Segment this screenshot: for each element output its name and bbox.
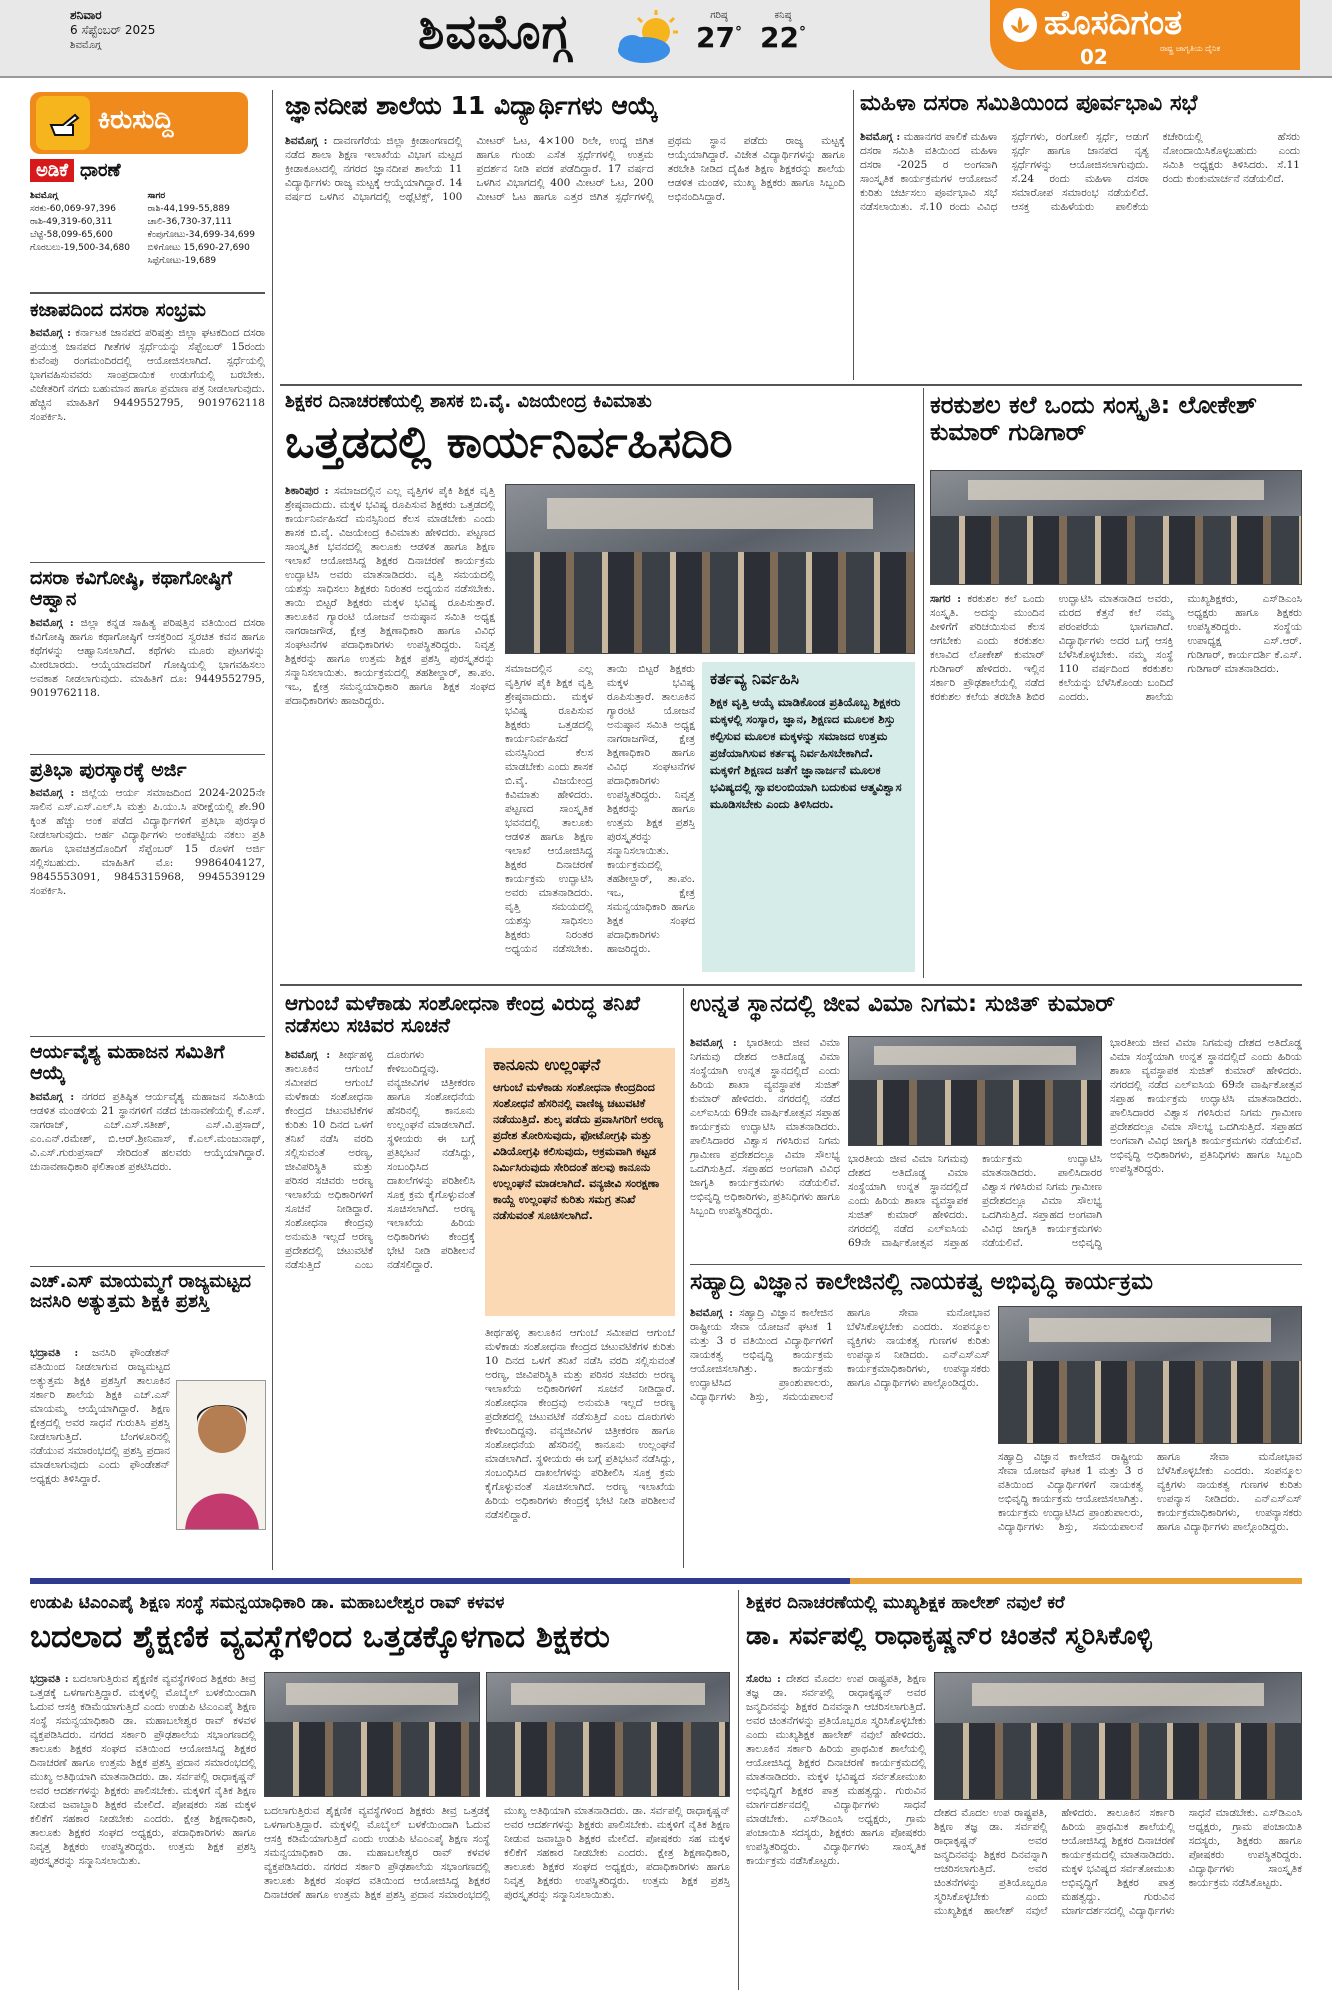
dharane-word: ಧಾರಣೆ bbox=[80, 160, 121, 181]
info-box bbox=[485, 1048, 675, 1316]
brief-text: ಜನಸಿರಿ ಫೌಂಡೇಶನ್ ವತಿಯಿಂದ ನೀಡಲಾಗುವ ರಾಜ್ಯಮಟ್ಟದ ಅತ್ಯುತ್ತಮ ಶಿಕ್ಷಕಿ ಪ್ರಶಸ್ತಿಗೆ ತಾಲೂಕಿನ ಸರ್ಕಾರಿ ಶಾಲೆಯ ಶಿಕ್ಷಕಿ ಎಚ್.ಎಸ್ ಮಾಯಮ್ಮ ಆಯ್ಕೆಯಾಗಿದ್ದಾರೆ. ಶಿಕ್ಷಣ ಕ್ಷೇತ್ರದಲ್ಲಿ ಅವರ ಸಾಧನೆ ಗುರುತಿಸಿ ಪ್ರಶಸ್ತಿ ನೀಡಲಾಗುತ್ತಿದೆ. ಬೆಂಗಳೂರಿನಲ್ಲಿ ನಡೆಯುವ ಸಮಾರಂಭದಲ್ಲಿ ಪ್ರಶಸ್ತಿ ಪ್ರದಾನ ಮಾಡಲಾಗುವುದು ಎಂದು ಫೌಂಡೇಶನ್ ಅಧ್ಯಕ್ಷರು ತಿಳಿಸಿದ್ದಾರೆ. bbox=[30, 1347, 170, 1485]
article-headline: ಒತ್ತಡದಲ್ಲಿ ಕಾರ್ಯನಿರ್ವಹಿಸದಿರಿ bbox=[285, 417, 733, 468]
article-headline: ಸಹ್ಯಾದ್ರಿ ವಿಜ್ಞಾನ ಕಾಲೇಜಿನಲ್ಲಿ ನಾಯಕತ್ವ ಅಭಿವೃದ್ಧಿ ಕಾರ್ಯಕ್ರಮ bbox=[690, 1269, 1153, 1295]
article-body-continued bbox=[848, 1152, 1102, 1258]
event-photo bbox=[930, 470, 1302, 585]
pullquote-title: ಕರ್ತವ್ಯ ನಿರ್ವಹಿಸಿ bbox=[710, 669, 799, 688]
event-photo bbox=[486, 1672, 730, 1797]
article-text: ಸಹ್ಯಾದ್ರಿ ವಿಜ್ಞಾನ ಕಾಲೇಜಿನ ರಾಷ್ಟ್ರೀಯ ಸೇವಾ ಯೋಜನೆ ಘಟಕ 1 ಮತ್ತು 3 ರ ವತಿಯಿಂದ ವಿದ್ಯಾರ್ಥಿಗಳಿಗೆ ನಾಯಕತ್ವ ಅಭಿವೃದ್ಧಿ ಕಾರ್ಯಕ್ರಮ ಆಯೋಜಿಸಲಾಗಿತ್ತು. ಕಾರ್ಯಕ್ರಮ ಉದ್ಘಾಟಿಸಿದ ಪ್ರಾಂಶುಪಾಲರು, ವಿದ್ಯಾರ್ಥಿಗಳು ಶಿಸ್ತು, ಸಮಯಪಾಲನೆ ಹಾಗೂ ಸೇವಾ ಮನೋಭಾವ ಬೆಳೆಸಿಕೊಳ್ಳಬೇಕು ಎಂದರು. ಸಂಪನ್ಮೂಲ ವ್ಯಕ್ತಿಗಳು ನಾಯಕತ್ವ ಗುಣಗಳ ಕುರಿತು ಉಪನ್ಯಾಸ ನೀಡಿದರು. ಎನ್‌ಎಸ್‌ಎಸ್ ಕಾರ್ಯಕ್ರಮಾಧಿಕಾರಿಗಳು, ಉಪನ್ಯಾಸಕರು ಹಾಗೂ ವಿದ್ಯಾರ್ಥಿಗಳು ಪಾಲ್ಗೊಂಡಿದ್ದರು. bbox=[690, 1307, 990, 1403]
article-text: ಸಮಾಜದಲ್ಲಿನ ಎಲ್ಲ ವೃತ್ತಿಗಳ ಪೈಕಿ ಶಿಕ್ಷಕ ವೃತ್ತಿ ಶ್ರೇಷ್ಠವಾದುದು. ಮಕ್ಕಳ ಭವಿಷ್ಯ ರೂಪಿಸುವ ಶಿಕ್ಷಕರು ಒತ್ತಡದಲ್ಲಿ ಕಾರ್ಯನಿರ್ವಹಿಸದೆ ಮನಸ್ಸಿನಿಂದ ಕೆಲಸ ಮಾಡಬೇಕು ಎಂದು ಶಾಸಕ ಬಿ.ವೈ. ವಿಜಯೇಂದ್ರ ಕಿವಿಮಾತು ಹೇಳಿದರು. ಪಟ್ಟಣದ ಸಾಂಸ್ಕೃತಿಕ ಭವನದಲ್ಲಿ ತಾಲೂಕು ಆಡಳಿತ ಹಾಗೂ ಶಿಕ್ಷಣ ಇಲಾಖೆ ಆಯೋಜಿಸಿದ್ದ ಶಿಕ್ಷಕರ ದಿನಾಚರಣೆ ಕಾರ್ಯಕ್ರಮ ಉದ್ಘಾಟಿಸಿ ಅವರು ಮಾತನಾಡಿದರು. ವೃತ್ತಿ ಸಮಯದಲ್ಲಿ ಯಶಸ್ಸು ಸಾಧಿಸಲು ಶಿಕ್ಷಕರು ನಿರಂತರ ಅಧ್ಯಯನ ನಡೆಸಬೇಕು. ತಾಯಿ ಬಿಟ್ಟರೆ ಶಿಕ್ಷಕರು ಮಕ್ಕಳ ಭವಿಷ್ಯ ರೂಪಿಸುತ್ತಾರೆ. ತಾಲೂಕಿನ ಗ್ಯಾರಂಟಿ ಯೋಜನೆ ಅನುಷ್ಠಾನ ಸಮಿತಿ ಅಧ್ಯಕ್ಷ ನಾಗರಾಜಗೌಡ, ಕ್ಷೇತ್ರ ಶಿಕ್ಷಣಾಧಿಕಾರಿ ಹಾಗೂ ವಿವಿಧ ಸಂಘಟನೆಗಳ ಪದಾಧಿಕಾರಿಗಳು ಉಪಸ್ಥಿತರಿದ್ದರು. ನಿವೃತ್ತ ಶಿಕ್ಷಕರನ್ನು ಹಾಗೂ ಉತ್ತಮ ಶಿಕ್ಷಕ ಪ್ರಶಸ್ತಿ ಪುರಸ್ಕೃತರನ್ನು ಸನ್ಮಾನಿಸಲಾಯಿತು. ಕಾರ್ಯಕ್ರಮದಲ್ಲಿ ತಹಶೀಲ್ದಾರ್, ತಾ.ಪಂ. ಇಒ, ಕ್ಷೇತ್ರ ಸಮನ್ವಯಾಧಿಕಾರಿ ಹಾಗೂ ಶಿಕ್ಷಕ ಸಂಘದ ಪದಾಧಿಕಾರಿಗಳು ಹಾಜರಿದ್ದರು. bbox=[505, 663, 695, 955]
article-body bbox=[860, 130, 1300, 374]
divider bbox=[280, 984, 1302, 986]
article-text: ತೀರ್ಥಹಳ್ಳಿ ತಾಲೂಕಿನ ಆಗುಂಬೆ ಸಮೀಪದ ಆಗುಂಬೆ ಮಳೆಕಾಡು ಸಂಶೋಧನಾ ಕೇಂದ್ರದ ಚಟುವಟಿಕೆಗಳ ಕುರಿತು 10 ದಿನದ ಒಳಗೆ ತನಿಖೆ ನಡೆಸಿ ವರದಿ ಸಲ್ಲಿಸುವಂತೆ ಅರಣ್ಯ, ಜೀವಿಪರಿಸ್ಥಿತಿ ಮತ್ತು ಪರಿಸರ ಸಚಿವರು ಅರಣ್ಯ ಇಲಾಖೆಯ ಅಧಿಕಾರಿಗಳಿಗೆ ಸೂಚನೆ ನೀಡಿದ್ದಾರೆ. ಸಂಶೋಧನಾ ಕೇಂದ್ರವು ಅನುಮತಿ ಇಲ್ಲದೆ ಅರಣ್ಯ ಪ್ರದೇಶದಲ್ಲಿ ಚಟುವಟಿಕೆ ನಡೆಸುತ್ತಿದೆ ಎಂಬ ದೂರುಗಳು ಕೇಳಿಬಂದಿದ್ದವು. ವನ್ಯಜೀವಿಗಳ ಚಿತ್ರೀಕರಣ ಹಾಗೂ ಸಂಶೋಧನೆಯ ಹೆಸರಿನಲ್ಲಿ ಕಾನೂನು ಉಲ್ಲಂಘನೆ ಮಾಡಲಾಗಿದೆ. ಸ್ಥಳೀಯರು ಈ ಬಗ್ಗೆ ಪ್ರತಿಭಟನೆ ನಡೆಸಿದ್ದು, ಸಂಬಂಧಿಸಿದ ದಾಖಲೆಗಳನ್ನು ಪರಿಶೀಲಿಸಿ ಸೂಕ್ತ ಕ್ರಮ ಕೈಗೊಳ್ಳುವಂತೆ ಸೂಚಿಸಲಾಗಿದೆ. ಅರಣ್ಯ ಇಲಾಖೆಯ ಹಿರಿಯ ಅಧಿಕಾರಿಗಳು ಕೇಂದ್ರಕ್ಕೆ ಭೇಟಿ ನೀಡಿ ಪರಿಶೀಲನೆ ನಡೆಸಲಿದ್ದಾರೆ. bbox=[485, 1327, 675, 1521]
article-text: ದಾವಣಗೆರೆಯ ಜಿಲ್ಲಾ ಕ್ರೀಡಾಂಗಣದಲ್ಲಿ ನಡೆದ ಶಾಲಾ ಶಿಕ್ಷಣ ಇಲಾಖೆಯ ವಿಭಾಗ ಮಟ್ಟದ ಕ್ರೀಡಾಕೂಟದಲ್ಲಿ ನಗರದ ಜ್ಞಾನದೀಪ ಶಾಲೆಯ 11 ವಿದ್ಯಾರ್ಥಿಗಳು ರಾಜ್ಯ ಮಟ್ಟಕ್ಕೆ ಆಯ್ಕೆಯಾಗಿದ್ದಾರೆ. 14 ವರ್ಷದ ಒಳಗಿನ ವಿಭಾಗದಲ್ಲಿ ಅಥ್ಲೆಟಿಕ್ಸ್, 100 ಮೀಟರ್ ಓಟ, 4×100 ರಿಲೇ, ಉದ್ದ ಜಿಗಿತ ಹಾಗೂ ಗುಂಡು ಎಸೆತ ಸ್ಪರ್ಧೆಗಳಲ್ಲಿ ಉತ್ತಮ ಪ್ರದರ್ಶನ ನೀಡಿ ಪದಕ ಪಡೆದಿದ್ದಾರೆ. 17 ವರ್ಷದ ಒಳಗಿನ ವಿಭಾಗದಲ್ಲಿ 400 ಮೀಟರ್ ಓಟ, 200 ಮೀಟರ್ ಓಟ ಹಾಗೂ ಎತ್ತರ ಜಿಗಿತ ಸ್ಪರ್ಧೆಗಳಲ್ಲಿ ಪ್ರಥಮ ಸ್ಥಾನ ಪಡೆದು ರಾಜ್ಯ ಮಟ್ಟಕ್ಕೆ ಆಯ್ಕೆಯಾಗಿದ್ದಾರೆ. ವಿಜೇತ ವಿದ್ಯಾರ್ಥಿಗಳನ್ನು ಹಾಗೂ ತರಬೇತಿ ನೀಡಿದ ದೈಹಿಕ ಶಿಕ್ಷಣ ಶಿಕ್ಷಕರನ್ನು ಶಾಲೆಯ ಆಡಳಿತ ಮಂಡಳಿ, ಮುಖ್ಯ ಶಿಕ್ಷಕರು ಹಾಗೂ ಸಿಬ್ಬಂದಿ ಅಭಿನಂದಿಸಿದ್ದಾರೆ. bbox=[285, 135, 845, 203]
adike-label bbox=[30, 160, 127, 181]
column-divider bbox=[923, 388, 924, 978]
dateline: ಶಿವಮೊಗ್ಗ : bbox=[285, 1049, 331, 1061]
article-body bbox=[930, 592, 1302, 972]
article-body bbox=[690, 1036, 840, 1258]
article-text: ದೇಶದ ಮೊದಲ ಉಪ ರಾಷ್ಟ್ರಪತಿ, ಶಿಕ್ಷಣ ತಜ್ಞ ಡಾ. ಸರ್ವಪಲ್ಲಿ ರಾಧಾಕೃಷ್ಣನ್ ಅವರ ಜನ್ಮದಿನವನ್ನು ಶಿಕ್ಷಕರ ದಿನವನ್ನಾಗಿ ಆಚರಿಸಲಾಗುತ್ತಿದೆ. ಅವರ ಚಿಂತನೆಗಳನ್ನು ಪ್ರತಿಯೊಬ್ಬರೂ ಸ್ಮರಿಸಿಕೊಳ್ಳಬೇಕು ಎಂದು ಮುಖ್ಯಶಿಕ್ಷಕ ಹಾಲೇಶ್ ನವುಲೆ ಹೇಳಿದರು. ತಾಲೂಕಿನ ಸರ್ಕಾರಿ ಹಿರಿಯ ಪ್ರಾಥಮಿಕ ಶಾಲೆಯಲ್ಲಿ ಆಯೋಜಿಸಿದ್ದ ಶಿಕ್ಷಕರ ದಿನಾಚರಣೆ ಕಾರ್ಯಕ್ರಮದಲ್ಲಿ ಮಾತನಾಡಿದರು. ಮಕ್ಕಳ ಭವಿಷ್ಯದ ಸರ್ವತೋಮುಖ ಅಭಿವೃದ್ಧಿಗೆ ಶಿಕ್ಷಕರ ಪಾತ್ರ ಮಹತ್ವದ್ದು. ಗುರುವಿನ ಮಾರ್ಗದರ್ಶನದಲ್ಲಿ ವಿದ್ಯಾರ್ಥಿಗಳು ಸಾಧನೆ ಮಾಡಬೇಕು. ಎಸ್‌ಡಿಎಂಸಿ ಅಧ್ಯಕ್ಷರು, ಗ್ರಾಮ ಪಂಚಾಯಿತಿ ಸದಸ್ಯರು, ಶಿಕ್ಷಕರು ಹಾಗೂ ಪೋಷಕರು ಉಪಸ್ಥಿತರಿದ್ದರು. ವಿದ್ಯಾರ್ಥಿಗಳು ಸಾಂಸ್ಕೃತಿಕ ಕಾರ್ಯಕ್ರಮ ನಡೆಸಿಕೊಟ್ಟರು. bbox=[934, 1807, 1302, 1917]
place-sagara: ಸಾಗರ bbox=[147, 191, 166, 201]
article-headline: ಕರಕುಶಲ ಕಲೆ ಒಂದು ಸಂಸ್ಕೃತಿ: ಲೋಕೇಶ್ ಕುಮಾರ್ ಗುಡಿಗಾರ್ bbox=[930, 391, 1257, 446]
brief-text: ಜಿಲ್ಲೆಯ ಆರ್ಯ ಸಮಾಜದಿಂದ 2024-2025ನೇ ಸಾಲಿನ ಎಸ್.ಎಸ್.ಎಲ್.ಸಿ ಮತ್ತು ಪಿ.ಯು.ಸಿ ಪರೀಕ್ಷೆಯಲ್ಲಿ ಶೇ.90 ಕ್ಕಿಂತ ಹೆಚ್ಚು ಅಂಕ ಪಡೆದ ವಿದ್ಯಾರ್ಥಿಗಳಿಗೆ ಪ್ರತಿಭಾ ಪುರಸ್ಕಾರ ನೀಡಲಾಗುವುದು. ಅರ್ಹ ವಿದ್ಯಾರ್ಥಿಗಳು ಅಂಕಪಟ್ಟಿಯ ನಕಲು ಪ್ರತಿ ಹಾಗೂ ಭಾವಚಿತ್ರದೊಂದಿಗೆ ಸೆಪ್ಟೆಂಬರ್ 15 ರೊಳಗೆ ಅರ್ಜಿ ಸಲ್ಲಿಸಬಹುದು. ಮಾಹಿತಿಗೆ ಮೊ: 9986404127, 9845553091, 9845315968, 9945539129 ಸಂಪರ್ಕಿಸಿ. bbox=[30, 787, 265, 897]
article-headline: ಡಾ. ಸರ್ವಪಲ್ಲಿ ರಾಧಾಕೃಷ್ಣನ್‌ರ ಚಿಂತನೆ ಸ್ಮರಿಸಿಕೊಳ್ಳಿ bbox=[746, 1621, 1152, 1650]
rate-row: ಬೆಟ್ಟೆ-58,099-65,600 bbox=[30, 230, 113, 240]
divider bbox=[30, 754, 265, 755]
edition-city: ಶಿವಮೊಗ್ಗ bbox=[70, 40, 102, 51]
article-text: ದೇಶದ ಮೊದಲ ಉಪ ರಾಷ್ಟ್ರಪತಿ, ಶಿಕ್ಷಣ ತಜ್ಞ ಡಾ. ಸರ್ವಪಲ್ಲಿ ರಾಧಾಕೃಷ್ಣನ್ ಅವರ ಜನ್ಮದಿನವನ್ನು ಶಿಕ್ಷಕರ ದಿನವನ್ನಾಗಿ ಆಚರಿಸಲಾಗುತ್ತಿದೆ. ಅವರ ಚಿಂತನೆಗಳನ್ನು ಪ್ರತಿಯೊಬ್ಬರೂ ಸ್ಮರಿಸಿಕೊಳ್ಳಬೇಕು ಎಂದು ಮುಖ್ಯಶಿಕ್ಷಕ ಹಾಲೇಶ್ ನವುಲೆ ಹೇಳಿದರು. ತಾಲೂಕಿನ ಸರ್ಕಾರಿ ಹಿರಿಯ ಪ್ರಾಥಮಿಕ ಶಾಲೆಯಲ್ಲಿ ಆಯೋಜಿಸಿದ್ದ ಶಿಕ್ಷಕರ ದಿನಾಚರಣೆ ಕಾರ್ಯಕ್ರಮದಲ್ಲಿ ಮಾತನಾಡಿದರು. ಮಕ್ಕಳ ಭವಿಷ್ಯದ ಸರ್ವತೋಮುಖ ಅಭಿವೃದ್ಧಿಗೆ ಶಿಕ್ಷಕರ ಪಾತ್ರ ಮಹತ್ವದ್ದು. ಗುರುವಿನ ಮಾರ್ಗದರ್ಶನದಲ್ಲಿ ವಿದ್ಯಾರ್ಥಿಗಳು ಸಾಧನೆ ಮಾಡಬೇಕು. ಎಸ್‌ಡಿಎಂಸಿ ಅಧ್ಯಕ್ಷರು, ಗ್ರಾಮ ಪಂಚಾಯಿತಿ ಸದಸ್ಯರು, ಶಿಕ್ಷಕರು ಹಾಗೂ ಪೋಷಕರು ಉಪಸ್ಥಿತರಿದ್ದರು. ವಿದ್ಯಾರ್ಥಿಗಳು ಸಾಂಸ್ಕೃತಿಕ ಕಾರ್ಯಕ್ರಮ ನಡೆಸಿಕೊಟ್ಟರು. bbox=[746, 1673, 926, 1867]
rate-row: ಸರಕು-60,069-97,396 bbox=[30, 204, 116, 214]
dateline: ಶಿವಮೊಗ್ಗ : bbox=[690, 1307, 733, 1319]
article-headline: ಬದಲಾದ ಶೈಕ್ಷಣಿಕ ವ್ಯವಸ್ಥೆಗಳಿಂದ ಒತ್ತಡಕ್ಕೊಳಗಾದ ಶಿಕ್ಷಕರು bbox=[30, 1619, 610, 1655]
masthead-title: ಶಿವಮೊಗ್ಗ bbox=[418, 4, 572, 60]
brief-headline: ಎಚ್.ಎಸ್ ಮಾಯಮ್ಮಗೆ ರಾಜ್ಯಮಟ್ಟದ ಜನಸಿರಿ ಅತ್ಯುತ್ತಮ ಶಿಕ್ಷಕಿ ಪ್ರಶಸ್ತಿ bbox=[30, 1271, 252, 1313]
article-body bbox=[285, 134, 845, 374]
max-temp: 27 bbox=[696, 21, 735, 54]
brief-body bbox=[30, 1090, 265, 1262]
divider bbox=[30, 1266, 265, 1267]
dateline: ಸೊರಬ : bbox=[746, 1673, 781, 1685]
brand-name: ಹೊಸದಿಗಂತ bbox=[1044, 3, 1183, 43]
min-temp: 22 bbox=[760, 21, 799, 54]
event-photo bbox=[934, 1672, 1302, 1800]
article-text: ಭಾರತೀಯ ಜೀವ ವಿಮಾ ನಿಗಮವು ದೇಶದ ಅತಿದೊಡ್ಡ ವಿಮಾ ಸಂಸ್ಥೆಯಾಗಿ ಉನ್ನತ ಸ್ಥಾನದಲ್ಲಿದೆ ಎಂದು ಹಿರಿಯ ಶಾಖಾ ವ್ಯವಸ್ಥಾಪಕ ಸುಜಿತ್ ಕುಮಾರ್ ಹೇಳಿದರು. ನಗರದಲ್ಲಿ ನಡೆದ ಎಲ್‌ಐಸಿಯ 69ನೇ ವಾರ್ಷಿಕೋತ್ಸವ ಸಪ್ತಾಹ ಕಾರ್ಯಕ್ರಮ ಉದ್ಘಾಟಿಸಿ ಮಾತನಾಡಿದರು. ಪಾಲಿಸಿದಾರರ ವಿಶ್ವಾಸ ಗಳಿಸಿರುವ ನಿಗಮ ಗ್ರಾಮೀಣ ಪ್ರದೇಶದಲ್ಲೂ ವಿಮಾ ಸೌಲಭ್ಯ ಒದಗಿಸುತ್ತಿದೆ. ಸಪ್ತಾಹದ ಅಂಗವಾಗಿ ವಿವಿಧ ಜಾಗೃತಿ ಕಾರ್ಯಕ್ರಮಗಳು ನಡೆಯಲಿವೆ. ಅಭಿವೃದ್ಧಿ bbox=[848, 1153, 1102, 1249]
hand-pointing-icon bbox=[36, 96, 90, 150]
article-text: ಸಮಾಜದಲ್ಲಿನ ಎಲ್ಲ ವೃತ್ತಿಗಳ ಪೈಕಿ ಶಿಕ್ಷಕ ವೃತ್ತಿ ಶ್ರೇಷ್ಠವಾದುದು. ಮಕ್ಕಳ ಭವಿಷ್ಯ ರೂಪಿಸುವ ಶಿಕ್ಷಕರು ಒತ್ತಡದಲ್ಲಿ ಕಾರ್ಯನಿರ್ವಹಿಸದೆ ಮನಸ್ಸಿನಿಂದ ಕೆಲಸ ಮಾಡಬೇಕು ಎಂದು ಶಾಸಕ ಬಿ.ವೈ. ವಿಜಯೇಂದ್ರ ಕಿವಿಮಾತು ಹೇಳಿದರು. ಪಟ್ಟಣದ ಸಾಂಸ್ಕೃತಿಕ ಭವನದಲ್ಲಿ ತಾಲೂಕು ಆಡಳಿತ ಹಾಗೂ ಶಿಕ್ಷಣ ಇಲಾಖೆ ಆಯೋಜಿಸಿದ್ದ ಶಿಕ್ಷಕರ ದಿನಾಚರಣೆ ಕಾರ್ಯಕ್ರಮ ಉದ್ಘಾಟಿಸಿ ಅವರು ಮಾತನಾಡಿದರು. ವೃತ್ತಿ ಸಮಯದಲ್ಲಿ ಯಶಸ್ಸು ಸಾಧಿಸಲು ಶಿಕ್ಷಕರು ನಿರಂತರ ಅಧ್ಯಯನ ನಡೆಸಬೇಕು. ತಾಯಿ ಬಿಟ್ಟರೆ ಶಿಕ್ಷಕರು ಮಕ್ಕಳ ಭವಿಷ್ಯ ರೂಪಿಸುತ್ತಾರೆ. ತಾಲೂಕಿನ ಗ್ಯಾರಂಟಿ ಯೋಜನೆ ಅನುಷ್ಠಾನ ಸಮಿತಿ ಅಧ್ಯಕ್ಷ ನಾಗರಾಜಗೌಡ, ಕ್ಷೇತ್ರ ಶಿಕ್ಷಣಾಧಿಕಾರಿ ಹಾಗೂ ವಿವಿಧ ಸಂಘಟನೆಗಳ ಪದಾಧಿಕಾರಿಗಳು ಉಪಸ್ಥಿತರಿದ್ದರು. ನಿವೃತ್ತ ಶಿಕ್ಷಕರನ್ನು ಹಾಗೂ ಉತ್ತಮ ಶಿಕ್ಷಕ ಪ್ರಶಸ್ತಿ ಪುರಸ್ಕೃತರನ್ನು ಸನ್ಮಾನಿಸಲಾಯಿತು. ಕಾರ್ಯಕ್ರಮದಲ್ಲಿ ತಹಶೀಲ್ದಾರ್, ತಾ.ಪಂ. ಇಒ, ಕ್ಷೇತ್ರ ಸಮನ್ವಯಾಧಿಕಾರಿ ಹಾಗೂ ಶಿಕ್ಷಕ ಸಂಘದ ಪದಾಧಿಕಾರಿಗಳು ಹಾಜರಿದ್ದರು. bbox=[285, 485, 495, 707]
rate-row: ರಾಶಿ-49,319-60,311 bbox=[30, 217, 113, 227]
dateline: ಶಿವಮೊಗ್ಗ : bbox=[285, 135, 328, 147]
day: ಶನಿವಾರ bbox=[70, 8, 102, 22]
article-body-continued bbox=[1110, 1036, 1302, 1258]
article-body-continued bbox=[485, 1326, 675, 1560]
max-label: ಗರಿಷ್ಠ bbox=[710, 10, 728, 21]
article-kicker: ಶಿಕ್ಷಕರ ದಿನಾಚರಣೆಯಲ್ಲಿ ಮುಖ್ಯಶಿಕ್ಷಕ ಹಾಲೇಶ್ ನವುಲೆ ಕರೆ bbox=[746, 1593, 1065, 1613]
article-body-continued bbox=[264, 1804, 730, 1986]
min-label: ಕನಿಷ್ಠ bbox=[774, 10, 792, 21]
article-body-continued bbox=[998, 1450, 1302, 1560]
article-text: ಸಹ್ಯಾದ್ರಿ ವಿಜ್ಞಾನ ಕಾಲೇಜಿನ ರಾಷ್ಟ್ರೀಯ ಸೇವಾ ಯೋಜನೆ ಘಟಕ 1 ಮತ್ತು 3 ರ ವತಿಯಿಂದ ವಿದ್ಯಾರ್ಥಿಗಳಿಗೆ ನಾಯಕತ್ವ ಅಭಿವೃದ್ಧಿ ಕಾರ್ಯಕ್ರಮ ಆಯೋಜಿಸಲಾಗಿತ್ತು. ಕಾರ್ಯಕ್ರಮ ಉದ್ಘಾಟಿಸಿದ ಪ್ರಾಂಶುಪಾಲರು, ವಿದ್ಯಾರ್ಥಿಗಳು ಶಿಸ್ತು, ಸಮಯಪಾಲನೆ ಹಾಗೂ ಸೇವಾ ಮನೋಭಾವ ಬೆಳೆಸಿಕೊಳ್ಳಬೇಕು ಎಂದರು. ಸಂಪನ್ಮೂಲ ವ್ಯಕ್ತಿಗಳು ನಾಯಕತ್ವ ಗುಣಗಳ ಕುರಿತು ಉಪನ್ಯಾಸ ನೀಡಿದರು. ಎನ್‌ಎಸ್‌ಎಸ್ ಕಾರ್ಯಕ್ರಮಾಧಿಕಾರಿಗಳು, ಉಪನ್ಯಾಸಕರು ಹಾಗೂ ವಿದ್ಯಾರ್ಥಿಗಳು ಪಾಲ್ಗೊಂಡಿದ್ದರು. bbox=[998, 1451, 1302, 1533]
dateline: ಶಿವಮೊಗ್ಗ : bbox=[30, 327, 72, 339]
article-headline: ಜ್ಞಾನದೀಪ ಶಾಲೆಯ 11 ವಿದ್ಯಾರ್ಥಿಗಳು ಆಯ್ಕೆ bbox=[285, 91, 659, 120]
sun-cloud-icon bbox=[610, 8, 690, 68]
info-box-text: ಆಗುಂಬೆ ಮಳೆಕಾಡು ಸಂಶೋಧನಾ ಕೇಂದ್ರದಿಂದ ಸಂಶೋಧನೆ ಹೆಸರಿನಲ್ಲಿ ವಾಣಿಜ್ಯ ಚಟುವಟಿಕೆ ನಡೆಯುತ್ತಿದೆ. ಶುಲ್ಕ ಪಡೆದು ಪ್ರವಾಸಿಗರಿಗೆ ಅರಣ್ಯ ಪ್ರದೇಶ ತೋರಿಸುವುದು, ಫೋಟೋಗ್ರಫಿ ಮತ್ತು ವಿಡಿಯೋಗ್ರಫಿ ಕಲಿಸುವುದು, ಅಕ್ರಮವಾಗಿ ಕಟ್ಟಡ ನಿರ್ಮಿಸಿರುವುದು ಸೇರಿದಂತೆ ಹಲವು ಕಾನೂನು ಉಲ್ಲಂಘನೆ ಮಾಡಲಾಗಿದೆ. ವನ್ಯಜೀವಿ ಸಂರಕ್ಷಣಾ ಕಾಯ್ದೆ ಉಲ್ಲಂಘನೆ ಕುರಿತು ಸಮಗ್ರ ತನಿಖೆ ನಡೆಸುವಂತೆ ಸೂಚಿಸಲಾಗಿದೆ. bbox=[493, 1080, 663, 1222]
column-divider bbox=[738, 1590, 739, 1990]
pullquote-box bbox=[702, 662, 915, 972]
rate-row: ಕೆಂಪುಗೋಟು-34,699-34,699 bbox=[147, 230, 256, 240]
dateline: ಭದ್ರಾವತಿ : bbox=[30, 1673, 69, 1685]
event-photo bbox=[505, 484, 915, 654]
divider bbox=[280, 384, 1302, 386]
brief-body bbox=[30, 616, 265, 750]
brief-text: ಕರ್ನಾಟಕ ಜಾನಪದ ಪರಿಷತ್ತು ಜಿಲ್ಲಾ ಘಟಕದಿಂದ ದಸರಾ ಪ್ರಯುಕ್ತ ಜಾನಪದ ಗೀತೆಗಳ ಸ್ಪರ್ಧೆಯನ್ನು ಸೆಪ್ಟೆಂಬರ್ 15ರಂದು ಕುವೆಂಪು ರಂಗಮಂದಿರದಲ್ಲಿ ಆಯೋಜಿಸಲಾಗಿದೆ. ಸ್ಪರ್ಧೆಯಲ್ಲಿ ಭಾಗವಹಿಸುವವರು ಸಾಂಪ್ರದಾಯಿಕ ಉಡುಗೆಯಲ್ಲಿ ಬರಬೇಕು. ವಿಜೇತರಿಗೆ ನಗದು ಬಹುಮಾನ ಹಾಗೂ ಪ್ರಮಾಣ ಪತ್ರ ನೀಡಲಾಗುವುದು. ಹೆಚ್ಚಿನ ಮಾಹಿತಿಗೆ 9449552795, 9019762118 ಸಂಪರ್ಕಿಸಿ. bbox=[30, 327, 265, 423]
section-band-navy bbox=[30, 1578, 850, 1584]
dateline: ಸಾಗರ : bbox=[930, 593, 962, 605]
brief-body bbox=[30, 1346, 170, 1556]
rates-table bbox=[30, 190, 265, 268]
article-body-continued bbox=[934, 1806, 1302, 1986]
rate-row: ಸಿಪ್ಪೆಗೋಟು-19,689 bbox=[147, 256, 217, 266]
page-number: 02 bbox=[1080, 45, 1108, 69]
article-text: ಬದಲಾಗುತ್ತಿರುವ ಶೈಕ್ಷಣಿಕ ವ್ಯವಸ್ಥೆಗಳಿಂದ ಶಿಕ್ಷಕರು ತೀವ್ರ ಒತ್ತಡಕ್ಕೆ ಒಳಗಾಗುತ್ತಿದ್ದಾರೆ. ಮಕ್ಕಳಲ್ಲಿ ಮೊಬೈಲ್ ಬಳಕೆಯಿಂದಾಗಿ ಓದುವ ಆಸಕ್ತಿ ಕಡಿಮೆಯಾಗುತ್ತಿದೆ ಎಂದು ಉಡುಪಿ ಟಿಎಂಎಪೈ ಶಿಕ್ಷಣ ಸಂಸ್ಥೆ ಸಮನ್ವಯಾಧಿಕಾರಿ ಡಾ. ಮಹಾಬಲೇಶ್ವರ ರಾವ್ ಕಳವಳ ವ್ಯಕ್ತಪಡಿಸಿದರು. ನಗರದ ಸರ್ಕಾರಿ ಪ್ರೌಢಶಾಲೆಯ ಸಭಾಂಗಣದಲ್ಲಿ ತಾಲೂಕು ಶಿಕ್ಷಕರ ಸಂಘದ ವತಿಯಿಂದ ಆಯೋಜಿಸಿದ್ದ ಶಿಕ್ಷಕರ ದಿನಾಚರಣೆ ಹಾಗೂ ಉತ್ತಮ ಶಿಕ್ಷಕ ಪ್ರಶಸ್ತಿ ಪ್ರದಾನ ಸಮಾರಂಭದಲ್ಲಿ ಮುಖ್ಯ ಅತಿಥಿಯಾಗಿ ಮಾತನಾಡಿದರು. ಡಾ. ಸರ್ವಪಲ್ಲಿ ರಾಧಾಕೃಷ್ಣನ್ ಅವರ ಆದರ್ಶಗಳನ್ನು ಶಿಕ್ಷಕರು ಪಾಲಿಸಬೇಕು. ಮಕ್ಕಳಿಗೆ ನೈತಿಕ ಶಿಕ್ಷಣ ನೀಡುವ ಜವಾಬ್ದಾರಿ ಶಿಕ್ಷಕರ ಮೇಲಿದೆ. ಪೋಷಕರು ಸಹ ಮಕ್ಕಳ ಕಲಿಕೆಗೆ ಸಹಕಾರ ನೀಡಬೇಕು ಎಂದರು. ಕ್ಷೇತ್ರ ಶಿಕ್ಷಣಾಧಿಕಾರಿ, ತಾಲೂಕು ಶಿಕ್ಷಕರ ಸಂಘದ ಅಧ್ಯಕ್ಷರು, ಪದಾಧಿಕಾರಿಗಳು ಹಾಗೂ ನಿವೃತ್ತ ಶಿಕ್ಷಕರು ಉಪಸ್ಥಿತರಿದ್ದರು. ಉತ್ತಮ ಶಿಕ್ಷಕ ಪ್ರಶಸ್ತಿ ಪುರಸ್ಕೃತರನ್ನು ಸನ್ಮಾನಿಸಲಾಯಿತು. bbox=[30, 1673, 256, 1867]
article-headline: ಮಹಿಳಾ ದಸರಾ ಸಮಿತಿಯಿಂದ ಪೂರ್ವಭಾವಿ ಸಭೆ bbox=[860, 91, 1198, 116]
adike-word: ಅಡಿಕೆ bbox=[30, 159, 74, 182]
temp-max bbox=[696, 10, 742, 54]
place-shivamogga: ಶಿವಮೊಗ್ಗ bbox=[30, 191, 58, 201]
brief-text: ನಗರದ ಪ್ರತಿಷ್ಠಿತ ಆರ್ಯವೈಶ್ಯ ಮಹಾಜನ ಸಮಿತಿಯ ಆಡಳಿತ ಮಂಡಳಿಯ 21 ಸ್ಥಾನಗಳಿಗೆ ನಡೆದ ಚುನಾವಣೆಯಲ್ಲಿ ಕೆ.ಎಸ್. ನಾಗರಾಜ್, ಎಚ್.ಎಸ್.ಸತೀಶ್, ಎಸ್.ವಿ.ಪ್ರಸಾದ್, ಎಂ.ಎನ್.ರಮೇಶ್, ಬಿ.ಆರ್.ಶ್ರೀನಿವಾಸ್, ಕೆ.ಎಲ್.ಮಂಜುನಾಥ್, ವಿ.ಎಸ್.ಗುರುಪ್ರಸಾದ್ ಸೇರಿದಂತೆ ಹಲವರು ಆಯ್ಕೆಯಾಗಿದ್ದಾರೆ. ಚುನಾವಣಾಧಿಕಾರಿ ಫಲಿತಾಂಶ ಪ್ರಕಟಿಸಿದರು. bbox=[30, 1091, 265, 1173]
divider bbox=[30, 562, 265, 563]
article-body bbox=[285, 1048, 475, 1560]
article-body-continued bbox=[505, 662, 695, 972]
article-body bbox=[746, 1672, 926, 1986]
event-photo bbox=[264, 1672, 480, 1797]
section-band-gold bbox=[850, 1578, 1302, 1584]
degree: ° bbox=[734, 24, 742, 41]
article-kicker: ಉಡುಪಿ ಟಿಎಂಎಪೈ ಶಿಕ್ಷಣ ಸಂಸ್ಥೆ ಸಮನ್ವಯಾಧಿಕಾರಿ ಡಾ. ಮಹಾಬಲೇಶ್ವರ ರಾವ್ ಕಳವಳ bbox=[30, 1593, 505, 1613]
dateline: ಶಿವಮೊಗ್ಗ : bbox=[30, 787, 75, 799]
article-headline: ಆಗುಂಬೆ ಮಳೆಕಾಡು ಸಂಶೋಧನಾ ಕೇಂದ್ರ ವಿರುದ್ಧ ತನಿಖೆ ನಡೆಸಲು ಸಚಿವರ ಸೂಚನೆ bbox=[285, 991, 640, 1038]
brand-tagline: ರಾಷ್ಟ್ರ ಜಾಗೃತಿಯ ದೈನಿಕ bbox=[1160, 44, 1221, 53]
article-text: ಬದಲಾಗುತ್ತಿರುವ ಶೈಕ್ಷಣಿಕ ವ್ಯವಸ್ಥೆಗಳಿಂದ ಶಿಕ್ಷಕರು ತೀವ್ರ ಒತ್ತಡಕ್ಕೆ ಒಳಗಾಗುತ್ತಿದ್ದಾರೆ. ಮಕ್ಕಳಲ್ಲಿ ಮೊಬೈಲ್ ಬಳಕೆಯಿಂದಾಗಿ ಓದುವ ಆಸಕ್ತಿ ಕಡಿಮೆಯಾಗುತ್ತಿದೆ ಎಂದು ಉಡುಪಿ ಟಿಎಂಎಪೈ ಶಿಕ್ಷಣ ಸಂಸ್ಥೆ ಸಮನ್ವಯಾಧಿಕಾರಿ ಡಾ. ಮಹಾಬಲೇಶ್ವರ ರಾವ್ ಕಳವಳ ವ್ಯಕ್ತಪಡಿಸಿದರು. ನಗರದ ಸರ್ಕಾರಿ ಪ್ರೌಢಶಾಲೆಯ ಸಭಾಂಗಣದಲ್ಲಿ ತಾಲೂಕು ಶಿಕ್ಷಕರ ಸಂಘದ ವತಿಯಿಂದ ಆಯೋಜಿಸಿದ್ದ ಶಿಕ್ಷಕರ ದಿನಾಚರಣೆ ಹಾಗೂ ಉತ್ತಮ ಶಿಕ್ಷಕ ಪ್ರಶಸ್ತಿ ಪ್ರದಾನ ಸಮಾರಂಭದಲ್ಲಿ ಮುಖ್ಯ ಅತಿಥಿಯಾಗಿ ಮಾತನಾಡಿದರು. ಡಾ. ಸರ್ವಪಲ್ಲಿ ರಾಧಾಕೃಷ್ಣನ್ ಅವರ ಆದರ್ಶಗಳನ್ನು ಶಿಕ್ಷಕರು ಪಾಲಿಸಬೇಕು. ಮಕ್ಕಳಿಗೆ ನೈತಿಕ ಶಿಕ್ಷಣ ನೀಡುವ ಜವಾಬ್ದಾರಿ ಶಿಕ್ಷಕರ ಮೇಲಿದೆ. ಪೋಷಕರು ಸಹ ಮಕ್ಕಳ ಕಲಿಕೆಗೆ ಸಹಕಾರ ನೀಡಬೇಕು ಎಂದರು. ಕ್ಷೇತ್ರ ಶಿಕ್ಷಣಾಧಿಕಾರಿ, ತಾಲೂಕು ಶಿಕ್ಷಕರ ಸಂಘದ ಅಧ್ಯಕ್ಷರು, ಪದಾಧಿಕಾರಿಗಳು ಹಾಗೂ ನಿವೃತ್ತ ಶಿಕ್ಷಕರು ಉಪಸ್ಥಿತರಿದ್ದರು. ಉತ್ತಮ ಶಿಕ್ಷಕ ಪ್ರಶಸ್ತಿ ಪುರಸ್ಕೃತರನ್ನು ಸನ್ಮಾನಿಸಲಾಯಿತು. bbox=[264, 1805, 730, 1901]
column-divider bbox=[272, 90, 273, 1570]
brief-headline: ಕಜಾಪದಿಂದ ದಸರಾ ಸಂಭ್ರಮ bbox=[30, 299, 206, 321]
article-headline: ಉನ್ನತ ಸ್ಥಾನದಲ್ಲಿ ಜೀವ ವಿಮಾ ನಿಗಮ: ಸುಜಿತ್ ಕುಮಾರ್ bbox=[690, 991, 1115, 1017]
brief-text: ಜಿಲ್ಲಾ ಕನ್ನಡ ಸಾಹಿತ್ಯ ಪರಿಷತ್ತಿನ ವತಿಯಿಂದ ದಸರಾ ಕವಿಗೋಷ್ಠಿ ಹಾಗೂ ಕಥಾಗೋಷ್ಠಿಗೆ ಆಸಕ್ತರಿಂದ ಸ್ವರಚಿತ ಕವನ ಹಾಗೂ ಕಥೆಗಳನ್ನು ಆಹ್ವಾನಿಸಲಾಗಿದೆ. ಕಥೆಗಳು ಮೂರು ಪುಟಗಳನ್ನು ಮೀರಬಾರದು. ಆಯ್ಕೆಯಾದವರಿಗೆ ಗೋಷ್ಠಿಯಲ್ಲಿ ಭಾಗವಹಿಸಲು ಅವಕಾಶ ನೀಡಲಾಗುವುದು. ಮಾಹಿತಿಗೆ ದೂ: 9449552795, 9019762118. bbox=[30, 617, 265, 699]
divider bbox=[690, 1264, 1302, 1265]
dateline: ಶಿವಮೊಗ್ಗ : bbox=[690, 1037, 737, 1049]
lotus-logo-icon bbox=[1003, 8, 1037, 42]
article-body bbox=[285, 484, 495, 969]
column-divider bbox=[853, 90, 854, 380]
article-text: ಭಾರತೀಯ ಜೀವ ವಿಮಾ ನಿಗಮವು ದೇಶದ ಅತಿದೊಡ್ಡ ವಿಮಾ ಸಂಸ್ಥೆಯಾಗಿ ಉನ್ನತ ಸ್ಥಾನದಲ್ಲಿದೆ ಎಂದು ಹಿರಿಯ ಶಾಖಾ ವ್ಯವಸ್ಥಾಪಕ ಸುಜಿತ್ ಕುಮಾರ್ ಹೇಳಿದರು. ನಗರದಲ್ಲಿ ನಡೆದ ಎಲ್‌ಐಸಿಯ 69ನೇ ವಾರ್ಷಿಕೋತ್ಸವ ಸಪ್ತಾಹ ಕಾರ್ಯಕ್ರಮ ಉದ್ಘಾಟಿಸಿ ಮಾತನಾಡಿದರು. ಪಾಲಿಸಿದಾರರ ವಿಶ್ವಾಸ ಗಳಿಸಿರುವ ನಿಗಮ ಗ್ರಾಮೀಣ ಪ್ರದೇಶದಲ್ಲೂ ವಿಮಾ ಸೌಲಭ್ಯ ಒದಗಿಸುತ್ತಿದೆ. ಸಪ್ತಾಹದ ಅಂಗವಾಗಿ ವಿವಿಧ ಜಾಗೃತಿ ಕಾರ್ಯಕ್ರಮಗಳು ನಡೆಯಲಿವೆ. ಅಭಿವೃದ್ಧಿ ಅಧಿಕಾರಿಗಳು, ಪ್ರತಿನಿಧಿಗಳು ಹಾಗೂ ಸಿಬ್ಬಂದಿ ಉಪಸ್ಥಿತರಿದ್ದರು. bbox=[1110, 1037, 1302, 1175]
article-kicker: ಶಿಕ್ಷಕರ ದಿನಾಚರಣೆಯಲ್ಲಿ ಶಾಸಕ ಬಿ.ವೈ. ವಿಜಯೇಂದ್ರ ಕಿವಿಮಾತು bbox=[285, 391, 652, 412]
rate-row: ರಾಶಿ-44,199-55,889 bbox=[147, 204, 230, 214]
pullquote-text: ಶಿಕ್ಷಕ ವೃತ್ತಿ ಆಯ್ಕೆ ಮಾಡಿಕೊಂಡ ಪ್ರತಿಯೊಬ್ಬ ಶಿಕ್ಷಕರು ಮಕ್ಕಳಲ್ಲಿ ಸಂಸ್ಕಾರ, ಜ್ಞಾನ, ಶಿಕ್ಷಣದ ಮೂಲಕ ಶಿಸ್ತು ಕಲ್ಪಿಸುವ ಮೂಲಕ ಮಕ್ಕಳನ್ನು ಸಮಾಜದ ಉತ್ತಮ ಪ್ರಜೆಯಾಗಿಸುವ ಕರ್ತವ್ಯ ನಿರ್ವಹಿಸಬೇಕಾಗಿದೆ. ಮಕ್ಕಳಿಗೆ ಶಿಕ್ಷಣದ ಜತೆಗೆ ಜ್ಞಾನಾರ್ಜನೆ ಮೂಲಕ ಭವಿಷ್ಯದಲ್ಲಿ ಸ್ವಾವಲಂಬಿಯಾಗಿ ಬದುಕುವ ಆತ್ಮವಿಶ್ವಾಸ ಮೂಡಿಸಬೇಕು ಎಂದು ತಿಳಿಸಿದರು. bbox=[710, 694, 902, 811]
rate-row: ಚಾಲಿ-36,730-37,111 bbox=[147, 217, 233, 227]
date-block bbox=[70, 8, 155, 53]
column-divider bbox=[683, 988, 684, 1568]
rate-row: ಬಿಳಿಗೋಟು 15,690-27,690 bbox=[147, 243, 250, 253]
divider bbox=[30, 292, 265, 294]
brief-body bbox=[30, 326, 265, 558]
brief-headline: ಪ್ರತಿಭಾ ಪುರಸ್ಕಾರಕ್ಕೆ ಅರ್ಜಿ bbox=[30, 759, 187, 781]
dateline: ಶಿವಮೊಗ್ಗ : bbox=[30, 617, 74, 629]
brief-headline: ದಸರಾ ಕವಿಗೋಷ್ಠಿ, ಕಥಾಗೋಷ್ಠಿಗೆ ಆಹ್ವಾನ bbox=[30, 567, 233, 611]
article-text: ಭಾರತೀಯ ಜೀವ ವಿಮಾ ನಿಗಮವು ದೇಶದ ಅತಿದೊಡ್ಡ ವಿಮಾ ಸಂಸ್ಥೆಯಾಗಿ ಉನ್ನತ ಸ್ಥಾನದಲ್ಲಿದೆ ಎಂದು ಹಿರಿಯ ಶಾಖಾ ವ್ಯವಸ್ಥಾಪಕ ಸುಜಿತ್ ಕುಮಾರ್ ಹೇಳಿದರು. ನಗರದಲ್ಲಿ ನಡೆದ ಎಲ್‌ಐಸಿಯ 69ನೇ ವಾರ್ಷಿಕೋತ್ಸವ ಸಪ್ತಾಹ ಕಾರ್ಯಕ್ರಮ ಉದ್ಘಾಟಿಸಿ ಮಾತನಾಡಿದರು. ಪಾಲಿಸಿದಾರರ ವಿಶ್ವಾಸ ಗಳಿಸಿರುವ ನಿಗಮ ಗ್ರಾಮೀಣ ಪ್ರದೇಶದಲ್ಲೂ ವಿಮಾ ಸೌಲಭ್ಯ ಒದಗಿಸುತ್ತಿದೆ. ಸಪ್ತಾಹದ ಅಂಗವಾಗಿ ವಿವಿಧ ಜಾಗೃತಿ ಕಾರ್ಯಕ್ರಮಗಳು ನಡೆಯಲಿವೆ. ಅಭಿವೃದ್ಧಿ ಅಧಿಕಾರಿಗಳು, ಪ್ರತಿನಿಧಿಗಳು ಹಾಗೂ ಸಿಬ್ಬಂದಿ ಉಪಸ್ಥಿತರಿದ್ದರು. bbox=[690, 1037, 840, 1217]
teacher-portrait bbox=[176, 1380, 266, 1530]
event-photo bbox=[848, 1036, 1102, 1146]
brief-headline: ಆರ್ಯವೈಶ್ಯ ಮಹಾಜನ ಸಮಿತಿಗೆ ಆಯ್ಕೆ bbox=[30, 1041, 225, 1085]
article-text: ತೀರ್ಥಹಳ್ಳಿ ತಾಲೂಕಿನ ಆಗುಂಬೆ ಸಮೀಪದ ಆಗುಂಬೆ ಮಳೆಕಾಡು ಸಂಶೋಧನಾ ಕೇಂದ್ರದ ಚಟುವಟಿಕೆಗಳ ಕುರಿತು 10 ದಿನದ ಒಳಗೆ ತನಿಖೆ ನಡೆಸಿ ವರದಿ ಸಲ್ಲಿಸುವಂತೆ ಅರಣ್ಯ, ಜೀವಿಪರಿಸ್ಥಿತಿ ಮತ್ತು ಪರಿಸರ ಸಚಿವರು ಅರಣ್ಯ ಇಲಾಖೆಯ ಅಧಿಕಾರಿಗಳಿಗೆ ಸೂಚನೆ ನೀಡಿದ್ದಾರೆ. ಸಂಶೋಧನಾ ಕೇಂದ್ರವು ಅನುಮತಿ ಇಲ್ಲದೆ ಅರಣ್ಯ ಪ್ರದೇಶದಲ್ಲಿ ಚಟುವಟಿಕೆ ನಡೆಸುತ್ತಿದೆ ಎಂಬ ದೂರುಗಳು ಕೇಳಿಬಂದಿದ್ದವು. ವನ್ಯಜೀವಿಗಳ ಚಿತ್ರೀಕರಣ ಹಾಗೂ ಸಂಶೋಧನೆಯ ಹೆಸರಿನಲ್ಲಿ ಕಾನೂನು ಉಲ್ಲಂಘನೆ ಮಾಡಲಾಗಿದೆ. ಸ್ಥಳೀಯರು ಈ ಬಗ್ಗೆ ಪ್ರತಿಭಟನೆ ನಡೆಸಿದ್ದು, ಸಂಬಂಧಿಸಿದ ದಾಖಲೆಗಳನ್ನು ಪರಿಶೀಲಿಸಿ ಸೂಕ್ತ ಕ್ರಮ ಕೈಗೊಳ್ಳುವಂತೆ ಸೂಚಿಸಲಾಗಿದೆ. ಅರಣ್ಯ ಇಲಾಖೆಯ ಹಿರಿಯ ಅಧಿಕಾರಿಗಳು ಕೇಂದ್ರಕ್ಕೆ ಭೇಟಿ ನೀಡಿ ಪರಿಶೀಲನೆ ನಡೆಸಲಿದ್ದಾರೆ. bbox=[285, 1049, 475, 1271]
info-box-title: ಕಾನೂನು ಉಲ್ಲಂಘನೆ bbox=[493, 1055, 601, 1074]
brief-body bbox=[30, 786, 265, 1032]
dateline: ಶಿಕಾರಿಪುರ : bbox=[285, 485, 329, 497]
rate-row: ಗೊರಬಲು-19,500-34,680 bbox=[30, 243, 130, 253]
article-text: ಕರಕುಶಲ ಕಲೆ ಒಂದು ಸಂಸ್ಕೃತಿ. ಅದನ್ನು ಮುಂದಿನ ಪೀಳಿಗೆಗೆ ಪರಿಚಯಿಸುವ ಕೆಲಸ ಆಗಬೇಕು ಎಂದು ಕರಕುಶಲ ಕಲಾವಿದ ಲೋಕೇಶ್ ಕುಮಾರ್ ಗುಡಿಗಾರ್ ಹೇಳಿದರು. ಇಲ್ಲಿನ ಸರ್ಕಾರಿ ಪ್ರೌಢಶಾಲೆಯಲ್ಲಿ ನಡೆದ ಕರಕುಶಲ ಕಲೆಯ ತರಬೇತಿ ಶಿಬಿರ ಉದ್ಘಾಟಿಸಿ ಮಾತನಾಡಿದ ಅವರು, ಮರದ ಕೆತ್ತನೆ ಕಲೆ ನಮ್ಮ ಪರಂಪರೆಯ ಭಾಗವಾಗಿದೆ. ವಿದ್ಯಾರ್ಥಿಗಳು ಅದರ ಬಗ್ಗೆ ಆಸಕ್ತಿ ಬೆಳೆಸಿಕೊಳ್ಳಬೇಕು. ನಮ್ಮ ಸಂಸ್ಥೆ 110 ವರ್ಷದಿಂದ ಕರಕುಶಲ ಕಲೆಯನ್ನು ಬೆಳೆಸಿಕೊಂಡು ಬಂದಿದೆ ಎಂದರು. ಶಾಲೆಯ ಮುಖ್ಯಶಿಕ್ಷಕರು, ಎಸ್‌ಡಿಎಂಸಿ ಅಧ್ಯಕ್ಷರು ಹಾಗೂ ಶಿಕ್ಷಕರು ಉಪಸ್ಥಿತರಿದ್ದರು. ಸಂಸ್ಥೆಯ ಉಪಾಧ್ಯಕ್ಷ ಎಸ್.ಆರ್. ಗುಡಿಗಾರ್, ಕಾರ್ಯದರ್ಶಿ ಕೆ.ಎಸ್. ಗುಡಿಗಾರ್ ಮಾತನಾಡಿದರು. bbox=[930, 593, 1302, 703]
dateline: ಭದ್ರಾವತಿ : bbox=[30, 1347, 79, 1359]
article-body bbox=[690, 1306, 990, 1560]
date: 6 ಸೆಪ್ಟೆಂಬರ್ 2025 bbox=[70, 23, 156, 37]
article-body bbox=[30, 1672, 256, 1986]
kirusuddi-title: ಕಿರುಸುದ್ದಿ bbox=[98, 105, 174, 135]
divider bbox=[30, 1036, 265, 1037]
degree: ° bbox=[798, 24, 806, 41]
temp-min bbox=[760, 10, 806, 54]
article-text: ಮಹಾನಗರ ಪಾಲಿಕೆ ಮಹಿಳಾ ದಸರಾ ಸಮಿತಿ ವತಿಯಿಂದ ಮಹಿಳಾ ದಸರಾ -2025 ರ ಅಂಗವಾಗಿ ಸಾಂಸ್ಕೃತಿಕ ಕಾರ್ಯಕ್ರಮಗಳ ಆಯೋಜನೆ ಕುರಿತು ಚರ್ಚಿಸಲು ಪೂರ್ವಭಾವಿ ಸಭೆ ನಡೆಸಲಾಯಿತು. ಸೆ.10 ರಂದು ವಿವಿಧ ಸ್ಪರ್ಧೆಗಳು, ರಂಗೋಲಿ ಸ್ಪರ್ಧೆ, ಅಡುಗೆ ಸ್ಪರ್ಧೆ ಹಾಗೂ ಜಾನಪದ ನೃತ್ಯ ಸ್ಪರ್ಧೆಗಳನ್ನು ಆಯೋಜಿಸಲಾಗುವುದು. ಸೆ.24 ರಂದು ಮಹಿಳಾ ದಸರಾ ಸಮಾರೋಪ ಸಮಾರಂಭ ನಡೆಯಲಿದೆ. ಆಸಕ್ತ ಮಹಿಳೆಯರು ಪಾಲಿಕೆಯ ಕಚೇರಿಯಲ್ಲಿ ಹೆಸರು ನೋಂದಾಯಿಸಿಕೊಳ್ಳಬಹುದು ಎಂದು ಸಮಿತಿ ಅಧ್ಯಕ್ಷರು ತಿಳಿಸಿದರು. ಸೆ.11 ರಂದು ಕುಂಕುಮಾರ್ಚನೆ ನಡೆಯಲಿದೆ. bbox=[860, 131, 1300, 213]
event-photo bbox=[998, 1306, 1302, 1444]
dateline: ಶಿವಮೊಗ್ಗ : bbox=[30, 1091, 75, 1103]
dateline: ಶಿವಮೊಗ್ಗ : bbox=[860, 131, 901, 143]
